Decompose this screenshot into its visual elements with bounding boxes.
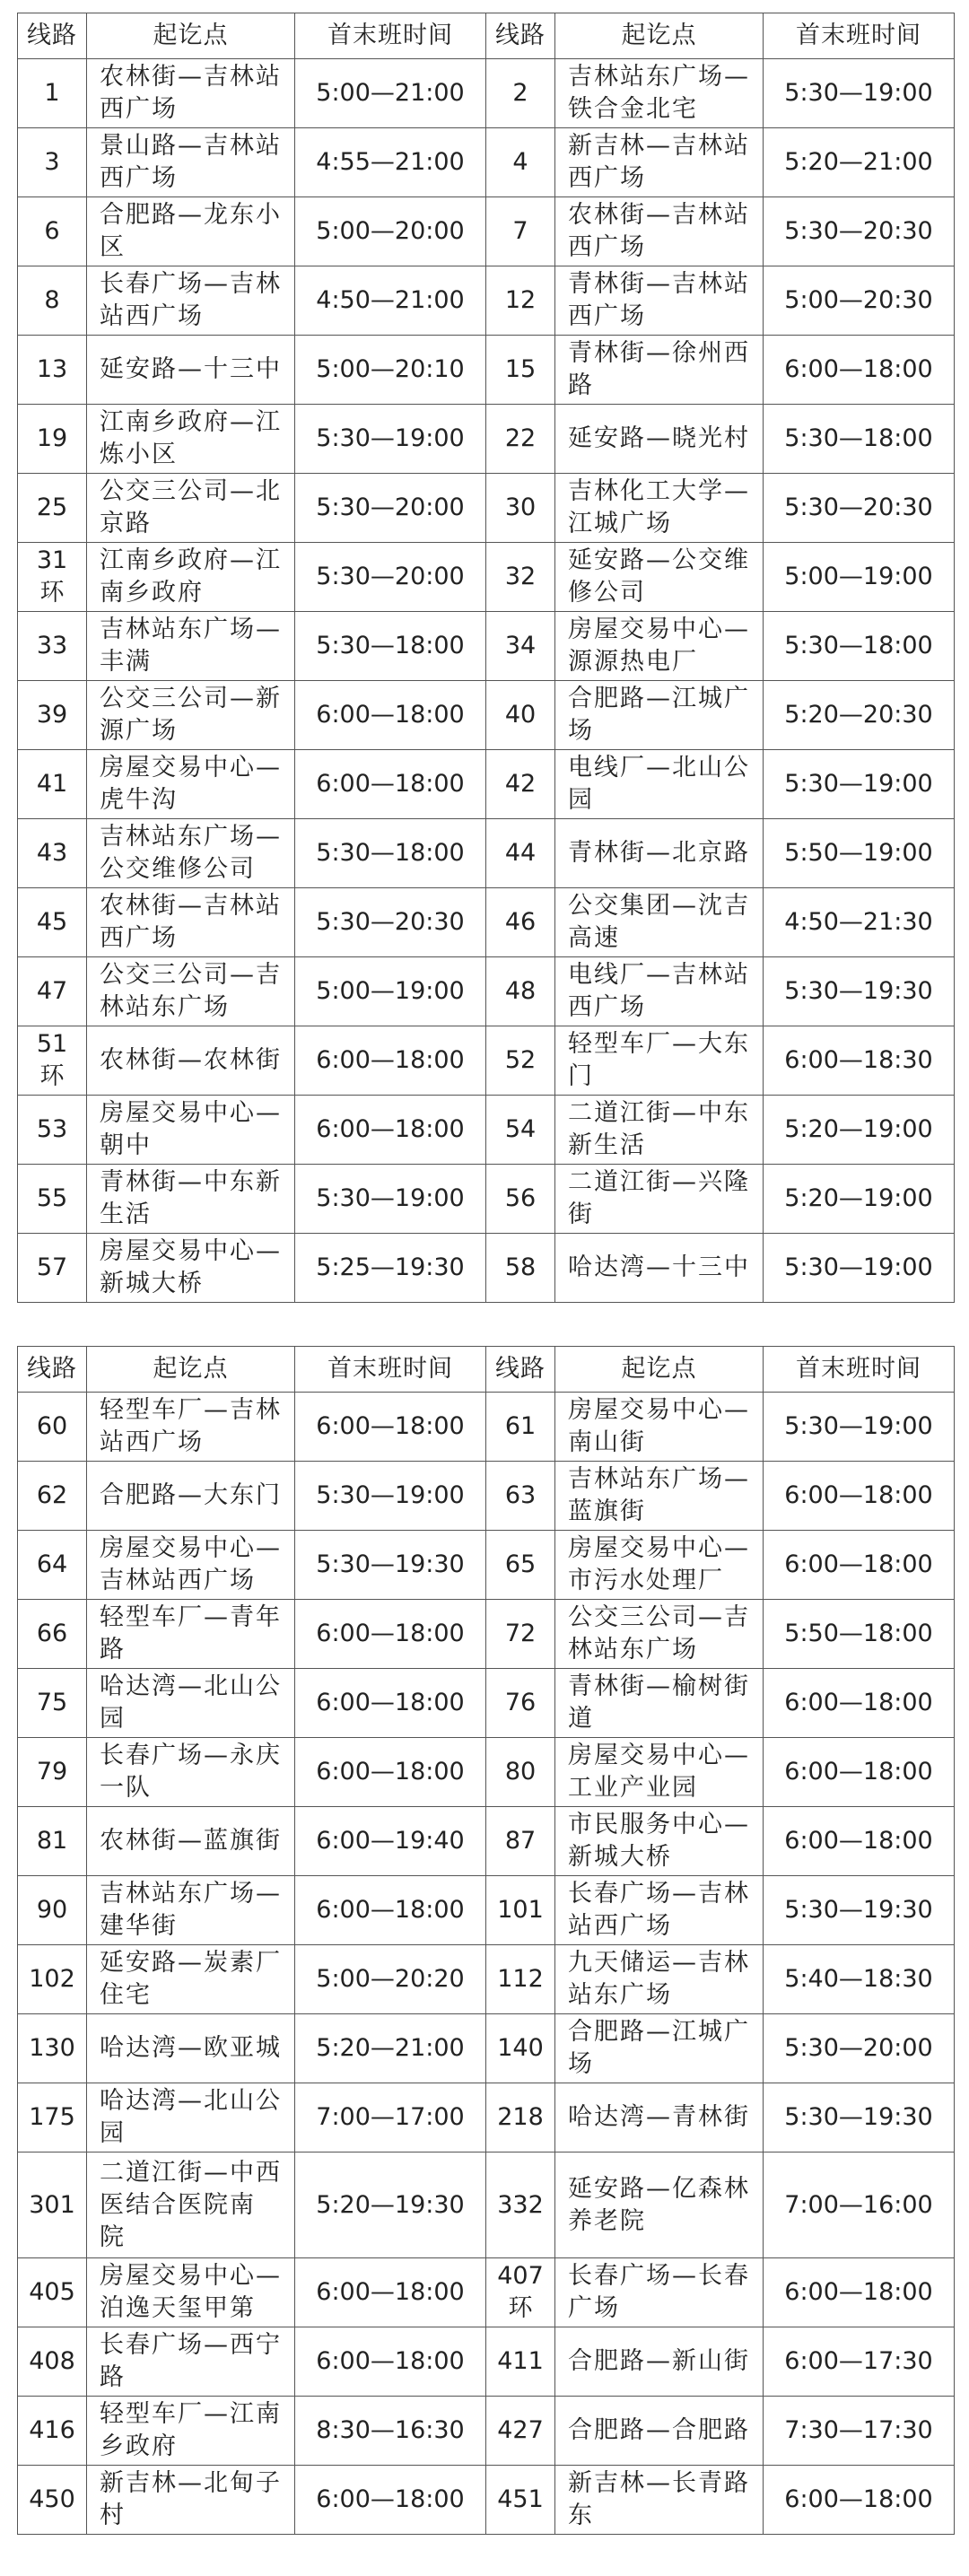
service-hours-cell: 5:30—19:00 (764, 1393, 955, 1462)
service-hours-cell: 6:00—18:00 (764, 1462, 955, 1531)
service-hours-cell: 5:30—20:30 (764, 197, 955, 266)
route-number-cell: 79 (18, 1738, 87, 1807)
route-endpoints-cell: 房屋交易中心— 源源热电厂 (555, 612, 764, 681)
route-number-cell: 57 (18, 1234, 87, 1303)
table-header-row (18, 1347, 955, 1393)
route-endpoints-cell: 二道江街—中东 新生活 (555, 1096, 764, 1165)
service-hours-cell: 5:30—20:00 (295, 474, 486, 543)
route-number-cell: 32 (486, 543, 555, 612)
route-number-cell: 66 (18, 1600, 87, 1669)
route-number-cell: 101 (486, 1876, 555, 1945)
route-endpoints-cell: 农林街—农林街 (87, 1026, 295, 1096)
route-endpoints-cell: 哈达湾—欧亚城 (87, 2014, 295, 2083)
route-endpoints-cell: 长春广场—吉林 站西广场 (555, 1876, 764, 1945)
table-row (18, 612, 955, 681)
route-endpoints-cell: 公交集团—沈吉 高速 (555, 888, 764, 957)
route-endpoints-cell: 青林街—中东新 生活 (87, 1165, 295, 1234)
route-endpoints-cell: 延安路—十三中 (87, 336, 295, 405)
table-row (18, 1234, 955, 1303)
route-endpoints-cell: 房屋交易中心— 虎牛沟 (87, 750, 295, 819)
service-hours-cell: 6:00—18:30 (764, 1026, 955, 1096)
service-hours-cell: 5:30—19:30 (764, 1876, 955, 1945)
route-endpoints-cell: 合肥路—江城广 场 (555, 2014, 764, 2083)
table-row (18, 888, 955, 957)
route-endpoints-cell: 长春广场—长春 广场 (555, 2258, 764, 2327)
route-endpoints-cell: 房屋交易中心— 吉林站西广场 (87, 1531, 295, 1600)
route-endpoints-cell: 吉林站东广场— 蓝旗街 (555, 1462, 764, 1531)
route-number-cell: 40 (486, 681, 555, 750)
route-endpoints-cell: 吉林站东广场— 公交维修公司 (87, 819, 295, 888)
route-number-cell: 52 (486, 1026, 555, 1096)
route-number-cell: 75 (18, 1669, 87, 1738)
route-number-cell: 81 (18, 1807, 87, 1876)
table-row (18, 819, 955, 888)
route-endpoints-cell: 延安路—亿森林 养老院 (555, 2152, 764, 2258)
table-row (18, 2014, 955, 2083)
service-hours-cell: 6:00—18:00 (295, 750, 486, 819)
route-number-cell: 175 (18, 2083, 87, 2152)
route-endpoints-cell: 农林街—吉林站 西广场 (555, 197, 764, 266)
route-number-cell: 12 (486, 266, 555, 336)
route-endpoints-cell: 合肥路—合肥路 (555, 2397, 764, 2466)
table-row (18, 2397, 955, 2466)
route-number-cell: 53 (18, 1096, 87, 1165)
route-number-cell: 51 环 (18, 1026, 87, 1096)
route-endpoints-cell: 轻型车厂—青年 路 (87, 1600, 295, 1669)
route-number-cell: 55 (18, 1165, 87, 1234)
service-hours-cell: 6:00—18:00 (295, 2258, 486, 2327)
route-number-cell: 65 (486, 1531, 555, 1600)
service-hours-cell: 6:00—18:00 (764, 336, 955, 405)
route-endpoints-cell: 市民服务中心— 新城大桥 (555, 1807, 764, 1876)
route-number-cell: 45 (18, 888, 87, 957)
route-endpoints-cell: 合肥路—江城广 场 (555, 681, 764, 750)
service-hours-cell: 5:30—20:00 (295, 543, 486, 612)
table-row (18, 405, 955, 474)
route-number-cell: 58 (486, 1234, 555, 1303)
service-hours-cell: 5:50—18:00 (764, 1600, 955, 1669)
route-number-cell: 7 (486, 197, 555, 266)
route-number-cell: 80 (486, 1738, 555, 1807)
route-endpoints-cell: 延安路—晓光村 (555, 405, 764, 474)
column-header: 首末班时间 (295, 13, 486, 59)
route-number-cell: 64 (18, 1531, 87, 1600)
route-endpoints-cell: 房屋交易中心— 新城大桥 (87, 1234, 295, 1303)
route-number-cell: 34 (486, 612, 555, 681)
service-hours-cell: 6:00—18:00 (764, 2258, 955, 2327)
table-row (18, 1669, 955, 1738)
route-endpoints-cell: 长春广场—西宁 路 (87, 2327, 295, 2397)
column-header: 线路 (486, 13, 555, 59)
route-endpoints-cell: 公交三公司—吉 林站东广场 (87, 957, 295, 1026)
bus-schedule-table-1 (17, 13, 955, 1303)
route-endpoints-cell: 农林街—蓝旗街 (87, 1807, 295, 1876)
service-hours-cell: 5:20—21:00 (764, 128, 955, 197)
table-row (18, 1531, 955, 1600)
route-endpoints-cell: 吉林站东广场— 丰满 (87, 612, 295, 681)
table-row (18, 128, 955, 197)
service-hours-cell: 5:30—20:00 (764, 2014, 955, 2083)
service-hours-cell: 5:30—19:00 (295, 405, 486, 474)
route-endpoints-cell: 哈达湾—十三中 (555, 1234, 764, 1303)
service-hours-cell: 5:30—18:00 (295, 819, 486, 888)
service-hours-cell: 5:20—19:00 (764, 1165, 955, 1234)
route-number-cell: 8 (18, 266, 87, 336)
route-endpoints-cell: 房屋交易中心— 泊逸天玺甲第 (87, 2258, 295, 2327)
service-hours-cell: 6:00—18:00 (764, 1738, 955, 1807)
route-number-cell: 30 (486, 474, 555, 543)
route-number-cell: 15 (486, 336, 555, 405)
table-row (18, 1462, 955, 1531)
route-endpoints-cell: 合肥路—新山街 (555, 2327, 764, 2397)
route-endpoints-cell: 哈达湾—北山公 园 (87, 2083, 295, 2152)
table-row (18, 957, 955, 1026)
service-hours-cell: 5:00—20:00 (295, 197, 486, 266)
route-endpoints-cell: 延安路—炭素厂 住宅 (87, 1945, 295, 2014)
table-row (18, 681, 955, 750)
route-endpoints-cell: 长春广场—永庆 一队 (87, 1738, 295, 1807)
route-number-cell: 451 (486, 2466, 555, 2535)
route-endpoints-cell: 江南乡政府—江 南乡政府 (87, 543, 295, 612)
route-endpoints-cell: 公交三公司—北 京路 (87, 474, 295, 543)
route-endpoints-cell: 公交三公司—新 源广场 (87, 681, 295, 750)
service-hours-cell: 8:30—16:30 (295, 2397, 486, 2466)
route-endpoints-cell: 新吉林—长青路 东 (555, 2466, 764, 2535)
service-hours-cell: 5:30—19:00 (295, 1462, 486, 1531)
route-endpoints-cell: 合肥路—大东门 (87, 1462, 295, 1531)
route-number-cell: 25 (18, 474, 87, 543)
service-hours-cell: 5:25—19:30 (295, 1234, 486, 1303)
route-number-cell: 19 (18, 405, 87, 474)
route-number-cell: 42 (486, 750, 555, 819)
route-endpoints-cell: 农林街—吉林站 西广场 (87, 888, 295, 957)
service-hours-cell: 6:00—18:00 (764, 1531, 955, 1600)
route-number-cell: 218 (486, 2083, 555, 2152)
service-hours-cell: 5:40—18:30 (764, 1945, 955, 2014)
table-row (18, 2258, 955, 2327)
route-number-cell: 130 (18, 2014, 87, 2083)
service-hours-cell: 5:50—19:00 (764, 819, 955, 888)
service-hours-cell: 6:00—18:00 (295, 2327, 486, 2397)
table-row (18, 336, 955, 405)
service-hours-cell: 5:30—19:30 (764, 2083, 955, 2152)
service-hours-cell: 5:00—20:10 (295, 336, 486, 405)
route-endpoints-cell: 房屋交易中心— 市污水处理厂 (555, 1531, 764, 1600)
route-endpoints-cell: 吉林化工大学— 江城广场 (555, 474, 764, 543)
service-hours-cell: 5:30—19:00 (764, 59, 955, 128)
route-endpoints-cell: 景山路—吉林站 西广场 (87, 128, 295, 197)
route-endpoints-cell: 电线厂—北山公 园 (555, 750, 764, 819)
route-number-cell: 6 (18, 197, 87, 266)
column-header: 起讫点 (555, 1347, 764, 1393)
route-endpoints-cell: 轻型车厂—江南 乡政府 (87, 2397, 295, 2466)
service-hours-cell: 6:00—19:40 (295, 1807, 486, 1876)
table-row (18, 1026, 955, 1096)
route-endpoints-cell: 房屋交易中心— 工业产业园 (555, 1738, 764, 1807)
table-row (18, 1945, 955, 2014)
route-number-cell: 46 (486, 888, 555, 957)
route-number-cell: 61 (486, 1393, 555, 1462)
route-endpoints-cell: 二道江街—中西 医结合医院南 院 (87, 2152, 295, 2258)
route-number-cell: 72 (486, 1600, 555, 1669)
route-number-cell: 54 (486, 1096, 555, 1165)
table-row (18, 2083, 955, 2152)
service-hours-cell: 5:30—19:00 (295, 1165, 486, 1234)
route-number-cell: 48 (486, 957, 555, 1026)
table-row (18, 1096, 955, 1165)
service-hours-cell: 6:00—18:00 (764, 1669, 955, 1738)
table-header-row (18, 13, 955, 59)
route-number-cell: 450 (18, 2466, 87, 2535)
table-row (18, 2327, 955, 2397)
service-hours-cell: 5:00—19:00 (295, 957, 486, 1026)
route-number-cell: 140 (486, 2014, 555, 2083)
column-header: 首末班时间 (764, 13, 955, 59)
route-number-cell: 56 (486, 1165, 555, 1234)
service-hours-cell: 5:30—20:30 (295, 888, 486, 957)
route-number-cell: 76 (486, 1669, 555, 1738)
table-row (18, 1876, 955, 1945)
route-endpoints-cell: 新吉林—北甸子 村 (87, 2466, 295, 2535)
service-hours-cell: 4:55—21:00 (295, 128, 486, 197)
route-number-cell: 3 (18, 128, 87, 197)
table-row (18, 197, 955, 266)
service-hours-cell: 5:30—19:30 (295, 1531, 486, 1600)
service-hours-cell: 6:00—18:00 (295, 1600, 486, 1669)
table-row (18, 266, 955, 336)
route-endpoints-cell: 合肥路—龙东小 区 (87, 197, 295, 266)
service-hours-cell: 5:20—19:30 (295, 2152, 486, 2258)
route-endpoints-cell: 二道江街—兴隆 街 (555, 1165, 764, 1234)
table-row (18, 59, 955, 128)
table-row (18, 1165, 955, 1234)
route-endpoints-cell: 农林街—吉林站 西广场 (87, 59, 295, 128)
service-hours-cell: 7:30—17:30 (764, 2397, 955, 2466)
column-header: 线路 (18, 13, 87, 59)
table-body (18, 59, 955, 1303)
service-hours-cell: 6:00—18:00 (295, 1738, 486, 1807)
service-hours-cell: 5:30—18:00 (764, 405, 955, 474)
route-number-cell: 87 (486, 1807, 555, 1876)
route-number-cell: 13 (18, 336, 87, 405)
route-endpoints-cell: 九天储运—吉林 站东广场 (555, 1945, 764, 2014)
service-hours-cell: 7:00—17:00 (295, 2083, 486, 2152)
route-endpoints-cell: 长春广场—吉林 站西广场 (87, 266, 295, 336)
route-endpoints-cell: 轻型车厂—吉林 站西广场 (87, 1393, 295, 1462)
route-number-cell: 43 (18, 819, 87, 888)
service-hours-cell: 5:20—19:00 (764, 1096, 955, 1165)
route-endpoints-cell: 新吉林—吉林站 西广场 (555, 128, 764, 197)
service-hours-cell: 5:20—20:30 (764, 681, 955, 750)
bus-schedule-table-2 (17, 1346, 955, 2535)
service-hours-cell: 4:50—21:00 (295, 266, 486, 336)
service-hours-cell: 5:30—19:30 (764, 957, 955, 1026)
table-row (18, 543, 955, 612)
service-hours-cell: 5:00—19:00 (764, 543, 955, 612)
service-hours-cell: 6:00—18:00 (764, 1807, 955, 1876)
route-endpoints-cell: 哈达湾—北山公 园 (87, 1669, 295, 1738)
route-number-cell: 405 (18, 2258, 87, 2327)
service-hours-cell: 6:00—18:00 (295, 2466, 486, 2535)
route-number-cell: 407 环 (486, 2258, 555, 2327)
table-row (18, 1600, 955, 1669)
service-hours-cell: 6:00—18:00 (295, 1393, 486, 1462)
service-hours-cell: 5:00—20:30 (764, 266, 955, 336)
table-row (18, 1393, 955, 1462)
route-endpoints-cell: 吉林站东广场— 铁合金北宅 (555, 59, 764, 128)
route-endpoints-cell: 青林街—吉林站 西广场 (555, 266, 764, 336)
table-row (18, 750, 955, 819)
route-number-cell: 33 (18, 612, 87, 681)
route-number-cell: 62 (18, 1462, 87, 1531)
route-number-cell: 44 (486, 819, 555, 888)
service-hours-cell: 6:00—18:00 (295, 681, 486, 750)
column-header: 首末班时间 (764, 1347, 955, 1393)
route-endpoints-cell: 青林街—徐州西 路 (555, 336, 764, 405)
service-hours-cell: 5:30—19:00 (764, 750, 955, 819)
route-number-cell: 63 (486, 1462, 555, 1531)
route-number-cell: 47 (18, 957, 87, 1026)
service-hours-cell: 6:00—18:00 (295, 1026, 486, 1096)
service-hours-cell: 6:00—18:00 (295, 1096, 486, 1165)
service-hours-cell: 5:30—18:00 (764, 612, 955, 681)
route-number-cell: 2 (486, 59, 555, 128)
route-number-cell: 102 (18, 1945, 87, 2014)
route-number-cell: 416 (18, 2397, 87, 2466)
service-hours-cell: 6:00—17:30 (764, 2327, 955, 2397)
route-endpoints-cell: 延安路—公交维 修公司 (555, 543, 764, 612)
route-number-cell: 60 (18, 1393, 87, 1462)
table-row (18, 1807, 955, 1876)
route-number-cell: 39 (18, 681, 87, 750)
route-number-cell: 301 (18, 2152, 87, 2258)
route-number-cell: 1 (18, 59, 87, 128)
column-header: 起讫点 (87, 1347, 295, 1393)
service-hours-cell: 6:00—18:00 (764, 2466, 955, 2535)
route-endpoints-cell: 青林街—榆树街 道 (555, 1669, 764, 1738)
table-row (18, 474, 955, 543)
route-endpoints-cell: 吉林站东广场— 建华街 (87, 1876, 295, 1945)
route-number-cell: 411 (486, 2327, 555, 2397)
route-endpoints-cell: 房屋交易中心— 南山街 (555, 1393, 764, 1462)
service-hours-cell: 5:20—21:00 (295, 2014, 486, 2083)
route-number-cell: 41 (18, 750, 87, 819)
table-body (18, 1393, 955, 2535)
column-header: 首末班时间 (295, 1347, 486, 1393)
table-row (18, 1738, 955, 1807)
column-header: 起讫点 (87, 13, 295, 59)
service-hours-cell: 5:30—20:30 (764, 474, 955, 543)
route-number-cell: 90 (18, 1876, 87, 1945)
column-header: 线路 (18, 1347, 87, 1393)
service-hours-cell: 5:30—18:00 (295, 612, 486, 681)
service-hours-cell: 4:50—21:30 (764, 888, 955, 957)
route-endpoints-cell: 公交三公司—吉 林站东广场 (555, 1600, 764, 1669)
table-row (18, 2152, 955, 2258)
route-number-cell: 31 环 (18, 543, 87, 612)
service-hours-cell: 6:00—18:00 (295, 1669, 486, 1738)
route-number-cell: 332 (486, 2152, 555, 2258)
service-hours-cell: 7:00—16:00 (764, 2152, 955, 2258)
table-row (18, 2466, 955, 2535)
route-endpoints-cell: 哈达湾—青林街 (555, 2083, 764, 2152)
service-hours-cell: 5:00—21:00 (295, 59, 486, 128)
route-number-cell: 112 (486, 1945, 555, 2014)
service-hours-cell: 6:00—18:00 (295, 1876, 486, 1945)
route-number-cell: 22 (486, 405, 555, 474)
route-endpoints-cell: 轻型车厂—大东 门 (555, 1026, 764, 1096)
route-endpoints-cell: 青林街—北京路 (555, 819, 764, 888)
route-number-cell: 4 (486, 128, 555, 197)
route-endpoints-cell: 电线厂—吉林站 西广场 (555, 957, 764, 1026)
route-number-cell: 408 (18, 2327, 87, 2397)
route-endpoints-cell: 房屋交易中心— 朝中 (87, 1096, 295, 1165)
route-endpoints-cell: 江南乡政府—江 炼小区 (87, 405, 295, 474)
service-hours-cell: 5:00—20:20 (295, 1945, 486, 2014)
service-hours-cell: 5:30—19:00 (764, 1234, 955, 1303)
column-header: 线路 (486, 1347, 555, 1393)
route-number-cell: 427 (486, 2397, 555, 2466)
column-header: 起讫点 (555, 13, 764, 59)
